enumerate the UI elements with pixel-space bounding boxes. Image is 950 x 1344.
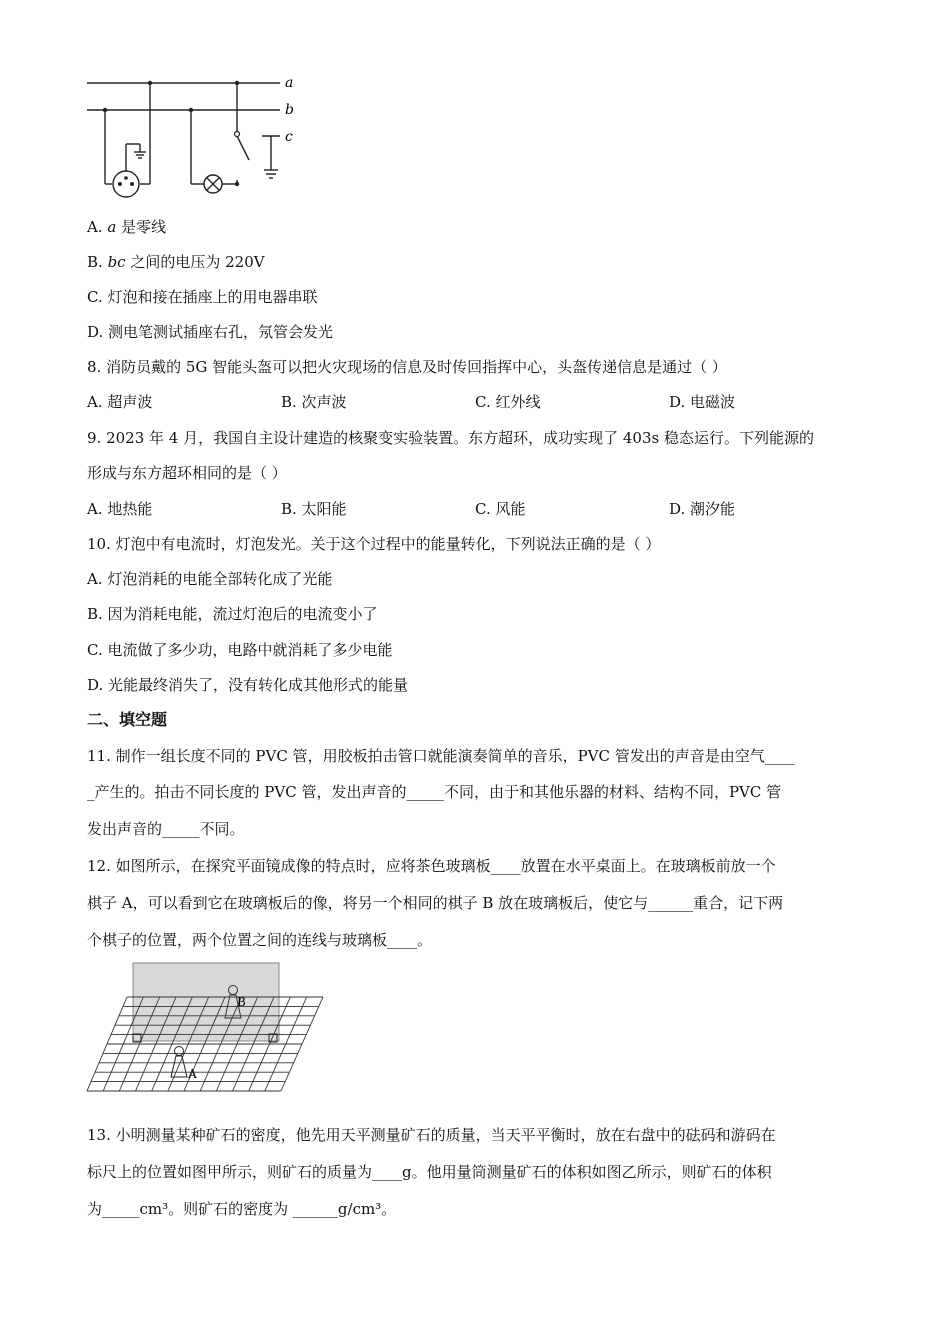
q9-option-c: C. 风能 xyxy=(475,500,526,518)
q9-stem-line2: 形成与东方超环相同的是（ ） xyxy=(87,464,287,482)
q7-option-b: B. bc 之间的电压为 220V xyxy=(87,253,265,271)
q10-option-c: C. 电流做了多少功，电路中就消耗了多少电能 xyxy=(87,641,393,659)
q9-option-a: A. 地热能 xyxy=(87,500,153,518)
piece-label-a: A xyxy=(188,1067,197,1081)
q11-line2: _产生的。拍击不同长度的 PVC 管，发出声音的_____不同，由于和其他乐器的材料、结构不同，PVC 管 xyxy=(87,783,782,801)
q11-line3: 发出声音的_____不同。 xyxy=(87,820,245,838)
wire-label-b: b xyxy=(285,102,294,118)
q10-option-b: B. 因为消耗电能，流过灯泡后的电流变小了 xyxy=(87,605,378,623)
q10-stem: 10. 灯泡中有电流时，灯泡发光。关于这个过程中的能量转化，下列说法正确的是（ ） xyxy=(87,535,661,553)
q11-line1: 11. 制作一组长度不同的 PVC 管，用胶板拍击管口就能演奏简单的音乐，PVC 管发出的声音是由空气____ xyxy=(87,747,795,765)
plane-mirror-diagram xyxy=(85,960,330,1095)
q13-line2: 标尺上的位置如图甲所示，则矿石的质量为____g。他用量筒测量矿石的体积如图乙所示，则矿石的体积 xyxy=(87,1163,772,1181)
q7-option-d: D. 测电笔测试插座右孔，氖管会发光 xyxy=(87,323,334,341)
q12-line2: 棋子 A，可以看到它在玻璃板后的像，将另一个相同的棋子 B 放在玻璃板后，使它与______重合，记下两 xyxy=(87,894,784,912)
q8-option-d: D. 电磁波 xyxy=(669,393,736,411)
q8-stem: 8. 消防员戴的 5G 智能头盔可以把火灾现场的信息及时传回指挥中心，头盔传递信息是通过（ ） xyxy=(87,358,727,376)
piece-label-b: B xyxy=(237,995,246,1009)
section-title: 二、填空题 xyxy=(87,710,168,729)
q8-option-a: A. 超声波 xyxy=(87,393,153,411)
q10-option-a: A. 灯泡消耗的电能全部转化成了光能 xyxy=(87,570,333,588)
wire-label-a: a xyxy=(285,75,294,91)
q8-option-b: B. 次声波 xyxy=(281,393,347,411)
q13-line3: 为_____cm³。则矿石的密度为 ______g/cm³。 xyxy=(87,1200,397,1218)
q7-option-c: C. 灯泡和接在插座上的用电器串联 xyxy=(87,288,318,306)
q10-option-d: D. 光能最终消失了，没有转化成其他形式的能量 xyxy=(87,676,409,694)
q9-option-d: D. 潮汐能 xyxy=(669,500,736,518)
q13-line1: 13. 小明测量某种矿石的密度，他先用天平测量矿石的质量，当天平平衡时，放在右盘中的砝码和游码在 xyxy=(87,1126,776,1144)
wire-label-c: c xyxy=(285,129,293,145)
q9-option-b: B. 太阳能 xyxy=(281,500,347,518)
q8-option-c: C. 红外线 xyxy=(475,393,541,411)
q7-option-a: A. a 是零线 xyxy=(87,218,167,236)
q12-line1: 12. 如图所示，在探究平面镜成像的特点时，应将茶色玻璃板____放置在水平桌面上。在玻璃板前放一个 xyxy=(87,857,776,875)
q12-line3: 个棋子的位置，两个位置之间的连线与玻璃板____。 xyxy=(87,931,433,949)
circuit-diagram xyxy=(85,70,305,200)
q9-stem-line1: 9. 2023 年 4 月，我国自主设计建造的核聚变实验装置。东方超环，成功实现了 403s 稳态运行。下列能源的 xyxy=(87,429,814,447)
